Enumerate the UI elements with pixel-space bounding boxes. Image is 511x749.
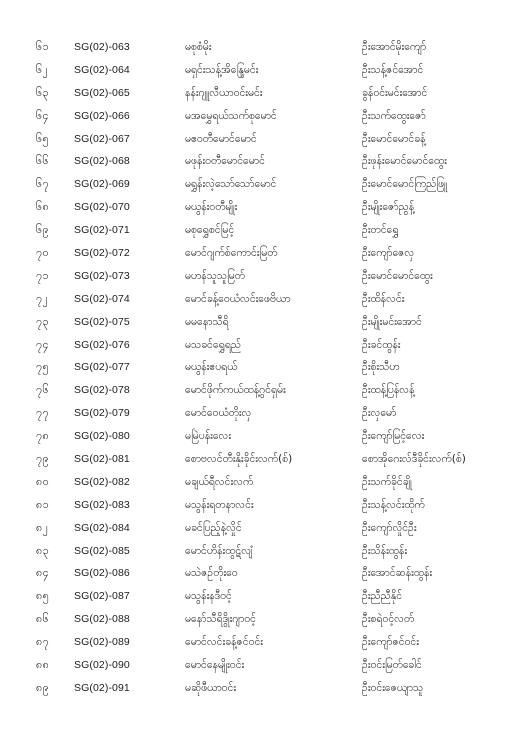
list-row bbox=[0, 150, 511, 173]
list-row bbox=[0, 379, 511, 402]
roll-code: SG(02)-063 bbox=[74, 41, 130, 53]
row-number: ၆၇ bbox=[36, 177, 49, 191]
roll-code: SG(02)-087 bbox=[74, 590, 130, 603]
list-row bbox=[0, 402, 511, 425]
roll-code: SG(02)-076 bbox=[74, 338, 130, 351]
row-number: ၈၁ bbox=[36, 497, 50, 511]
row-number: ၆၉ bbox=[36, 223, 49, 237]
row-number: ၆၈ bbox=[36, 200, 50, 214]
father-name: ဦးဖုန်းမောင်မောင်ထွေး bbox=[362, 155, 447, 168]
father-name: ဦးသန့်ဇင်အောင် bbox=[362, 63, 424, 76]
list-row bbox=[0, 242, 511, 265]
student-name: မရှင်းသန့်အိန္ဒြေမင်း bbox=[185, 63, 259, 76]
father-name: ဦးမျိုးမင်းအောင် bbox=[362, 315, 422, 328]
list-row bbox=[0, 128, 511, 151]
list-row bbox=[0, 173, 511, 196]
row-number: ၇၄ bbox=[36, 337, 49, 351]
father-name: ဦးသက်ထွေးဇော် bbox=[362, 109, 426, 122]
list-row bbox=[0, 585, 511, 608]
roll-code: SG(02)-073 bbox=[74, 269, 130, 282]
father-name: ဦးထန့်ပြန်လန့် bbox=[362, 384, 415, 397]
student-name: မောင်ဝေယံတိုးလှ bbox=[185, 407, 252, 420]
row-number: ၇၉ bbox=[36, 452, 49, 466]
father-name: ဦးစိုးသီဟ bbox=[362, 361, 400, 374]
row-number: ၈၀ bbox=[36, 474, 50, 488]
father-name: ဦးညီညီနိုင် bbox=[362, 590, 403, 603]
student-name: မသဲဇဉ်တိုးဝေ bbox=[185, 567, 238, 580]
roll-code: SG(02)-069 bbox=[74, 178, 130, 191]
roll-code: SG(02)-070 bbox=[74, 201, 130, 214]
list-row bbox=[0, 196, 511, 219]
row-number: ၇၅ bbox=[36, 360, 49, 374]
student-name: မောင်ခန့်ဝေယံလင်းဖေဗိယာ bbox=[185, 292, 291, 305]
student-name: မသခင်ရွှေရည် bbox=[185, 338, 241, 351]
row-number: ၈၉ bbox=[36, 680, 50, 694]
father-name: ဦးသက်ခိုင်ချို bbox=[362, 475, 412, 488]
father-name: ဦးတင်ရွှေ bbox=[362, 224, 399, 237]
row-number: ၆၃ bbox=[36, 85, 49, 99]
student-name: စောဗလင်တီးနိုးခိုင်းလက်(စ်) bbox=[185, 453, 293, 466]
student-name: မောင်ဟိန်းထွဋ်လျံ bbox=[185, 544, 253, 557]
row-number: ၇၈ bbox=[36, 429, 50, 443]
student-name: မရွှန်းလဲ့သော်သော်မောင် bbox=[185, 178, 277, 191]
roll-code: SG(02)-078 bbox=[74, 384, 130, 397]
row-number: ၇၁ bbox=[36, 268, 49, 282]
list-row bbox=[0, 288, 511, 311]
row-number: ၆၄ bbox=[36, 108, 49, 122]
roll-code: SG(02)-072 bbox=[74, 247, 130, 260]
roll-code: SG(02)-083 bbox=[74, 498, 130, 511]
father-name: ဦးဝင်းဇေယျာသူ bbox=[362, 681, 424, 694]
father-name: ဦးလှမော် bbox=[362, 407, 397, 420]
list-row bbox=[0, 654, 511, 677]
list-row bbox=[0, 677, 511, 700]
list-row bbox=[0, 608, 511, 631]
row-number: ၇၃ bbox=[36, 314, 49, 328]
student-name: မမနောသီရိ bbox=[185, 315, 229, 328]
roll-code: SG(02)-071 bbox=[74, 224, 130, 237]
roll-code: SG(02)-077 bbox=[74, 361, 130, 374]
row-number: ၈၈ bbox=[36, 658, 50, 672]
list-row bbox=[0, 356, 511, 379]
list-row bbox=[0, 425, 511, 448]
roll-code: SG(02)-066 bbox=[74, 109, 130, 122]
student-name: မချယ်ရီလင်းလက် bbox=[185, 475, 254, 488]
father-name: ဦးအောင်မိုးကျော် bbox=[362, 41, 427, 53]
list-row bbox=[0, 82, 511, 105]
row-number: ၈၄ bbox=[36, 566, 50, 580]
row-number: ၈၆ bbox=[36, 612, 50, 626]
student-name: မဆိုဖီယာဝင်း bbox=[185, 681, 237, 694]
student-name: မနော်သီရိဒွိုးဂျာဝင့် bbox=[185, 613, 256, 626]
roll-code: SG(02)-079 bbox=[74, 407, 130, 420]
roll-code: SG(02)-086 bbox=[74, 567, 130, 580]
row-number: ၇၆ bbox=[36, 383, 49, 397]
roll-code: SG(02)-085 bbox=[74, 544, 130, 557]
student-name: မဧဝတီမောင်မောင် bbox=[185, 132, 257, 145]
student-name: မအမွှေရယ်သက်စုမောင် bbox=[185, 109, 277, 122]
student-name: မောင်လင်းခန့်ဇင်ဝင်း bbox=[185, 636, 263, 649]
student-name: မောင်နေမျိုးဝင်း bbox=[185, 659, 245, 672]
list-row bbox=[0, 494, 511, 517]
student-name: မခင်ပြည့်နဲ့လှိုင် bbox=[185, 521, 242, 534]
father-name: ဦးသိန်းထွန်း bbox=[362, 544, 407, 557]
row-number: ၈၂ bbox=[36, 520, 49, 534]
father-name: ဦးစရဲဝင့်လတ် bbox=[362, 613, 415, 626]
row-number: ၈၇ bbox=[36, 635, 50, 649]
roll-code: SG(02)-074 bbox=[74, 292, 130, 305]
student-name: မစုစံမိုး bbox=[185, 41, 212, 53]
list-row bbox=[0, 36, 511, 59]
roll-code: SG(02)-081 bbox=[74, 453, 130, 466]
father-name: ဦးမောင်မောင်ခန့် bbox=[362, 132, 426, 145]
student-name: မသွန်းနဒီဝင့် bbox=[185, 590, 232, 603]
father-name: ဦးမောင်မောင်ထွေး bbox=[362, 269, 433, 282]
student-name: မောင်ဖိုက်ကယ်ထန့်ဂွင်ရှမ်း bbox=[185, 384, 286, 397]
student-name: မဖုန်းဝတီမောင်မောင် bbox=[185, 155, 265, 168]
student-name: မောင်ဂျက်စ်ကောင်းမြတ် bbox=[185, 247, 278, 260]
father-name: ဦးအောင်ဆန်းထွန်း bbox=[362, 567, 433, 580]
list-row bbox=[0, 334, 511, 357]
student-name: မသွန်းရတနာလင်း bbox=[185, 498, 254, 511]
list-row bbox=[0, 631, 511, 654]
roll-code: SG(02)-091 bbox=[74, 681, 130, 694]
roll-code: SG(02)-082 bbox=[74, 475, 130, 488]
list-row bbox=[0, 540, 511, 563]
row-number: ၈၃ bbox=[36, 543, 50, 557]
roll-code: SG(02)-090 bbox=[74, 659, 130, 672]
list-row bbox=[0, 219, 511, 242]
student-name: မဟန်သူသူမြတ် bbox=[185, 269, 245, 282]
roll-code: SG(02)-075 bbox=[74, 315, 130, 328]
list-row bbox=[0, 311, 511, 334]
father-name: ဦးမျိုးဇော်ညွန့် bbox=[362, 201, 415, 214]
roll-code: SG(02)-088 bbox=[74, 613, 130, 626]
roll-code: SG(02)-084 bbox=[74, 521, 130, 534]
father-name: ဦးမောင်မောင်ကြည်ဖြူ bbox=[362, 178, 448, 191]
list-row bbox=[0, 471, 511, 494]
roll-code: SG(02)-068 bbox=[74, 155, 130, 168]
row-number: ၆၂ bbox=[36, 62, 49, 76]
row-number: ၇၇ bbox=[36, 406, 49, 420]
father-name: ဦးကျော်လှိုင်ဦး bbox=[362, 521, 417, 534]
row-number: ၆၅ bbox=[36, 131, 49, 145]
list-row bbox=[0, 562, 511, 585]
roll-code: SG(02)-065 bbox=[74, 86, 130, 99]
student-name: မမြဲပန်းလေး bbox=[185, 430, 232, 443]
father-name: ဦးကျော်ဇင်ဝင်း bbox=[362, 636, 419, 649]
father-name: စောအိုဂေးလ်ဒီခိုင်းလက်(စ်) bbox=[362, 453, 466, 466]
father-name: ဦးဝင်းမြတ်ခေါင် bbox=[362, 659, 422, 672]
roll-code: SG(02)-080 bbox=[74, 430, 130, 443]
student-list bbox=[0, 36, 511, 700]
roll-code: SG(02)-064 bbox=[74, 63, 130, 76]
row-number: ၆၁ bbox=[36, 40, 49, 53]
student-name: မစုရွှေစင်မြင့် bbox=[185, 224, 235, 237]
row-number: ၈၅ bbox=[36, 589, 50, 603]
father-name: ဦးခင်ထွန်း bbox=[362, 338, 401, 351]
list-row bbox=[0, 59, 511, 82]
student-name: နန်းဂျူလီယာဝင်းမင်း bbox=[185, 86, 263, 99]
list-row bbox=[0, 265, 511, 288]
father-name: ခွန်ဝင်းမင်းအောင် bbox=[362, 86, 428, 99]
student-name: မယွန်းဧပရယ် bbox=[185, 361, 238, 374]
list-row bbox=[0, 448, 511, 471]
father-name: ဦးသန့်လင်းထိုက် bbox=[362, 498, 425, 511]
row-number: ၇၂ bbox=[36, 291, 49, 305]
row-number: ၆၆ bbox=[36, 154, 49, 168]
roll-code: SG(02)-067 bbox=[74, 132, 130, 145]
list-row bbox=[0, 105, 511, 128]
father-name: ဦးထိန်လင်း bbox=[362, 292, 405, 305]
roll-code: SG(02)-089 bbox=[74, 636, 130, 649]
row-number: ၇၀ bbox=[36, 246, 49, 260]
father-name: ဦးကျော်မြင့်လေး bbox=[362, 430, 425, 443]
father-name: ဦးကျော်ဇေလှ bbox=[362, 247, 415, 260]
student-name: မယွန်းဝတီမျိုး bbox=[185, 201, 238, 214]
list-row bbox=[0, 517, 511, 540]
